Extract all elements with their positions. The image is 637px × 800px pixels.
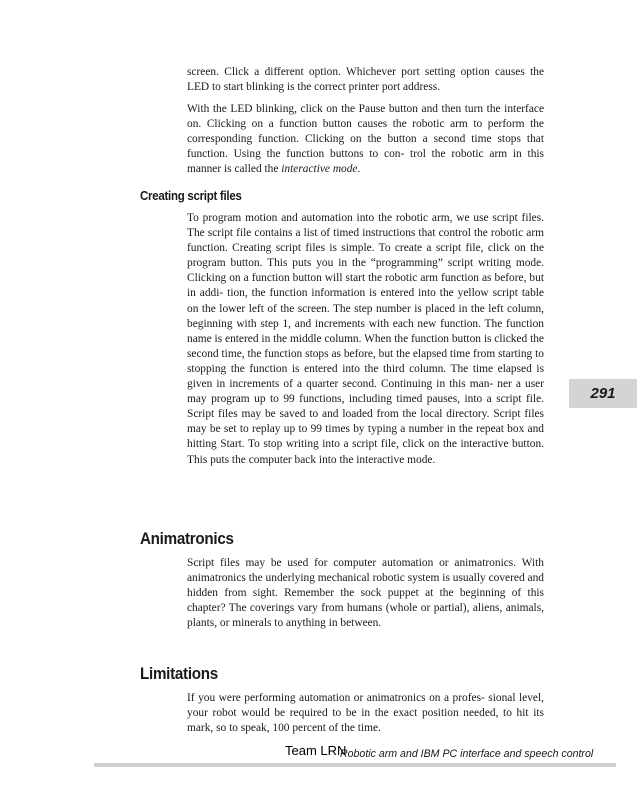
paragraph-interactive-mode-text: With the LED blinking, click on the Pause button and then turn the interface on. Clicking on a function button causes the robotic arm to perform the corresponding function. Clicking on the button a second time stops that function. Using the function buttons to con- trol the robotic arm in this manner is called the	[187, 103, 544, 176]
paragraph-script-files: To program motion and automation into the robotic arm, we use script files. The script file contains a list of timed instructions that control the robotic arm function. Creating script files is simple. To create a script file, click on the program button. This puts you in the “programming” script writing mode. Clicking on a function button will start the robotic arm function as before, but in addi- tion, the function information is entered into the yellow script table on the lower left of the screen. The step number is placed in the left column, beginning with step 1, and increments with each new function. The function name is entered in the middle column. When the function button is clicked the second time, the function stops as before, but the elapsed time from starting to stopping the function is entered into the third column. The time elapsed is given in increments of a quarter second. Continuing in this man- ner a user may program up to 99 functions, including timed pauses, into a script file. Script files may be saved to and loaded from the local directory. Script files may be set to replay up to 99 times by typing a number in the repeat box and hitting Start. To stop writing into a script file, click on the interactive button. This puts the computer back into the interactive mode.	[187, 212, 544, 466]
watermark-text: Team LRN	[285, 743, 347, 758]
paragraph-limitations: If you were performing automation or animatronics on a profes- sional level, your robot would be required to be in the exact position needed, to hit its mark, so to speak, 100 percent of the time.	[187, 692, 544, 735]
paragraph-interactive-mode	[187, 102, 544, 177]
paragraph-interactive-mode-period: .	[357, 163, 361, 176]
running-footer-title: Robotic arm and IBM PC interface and speech control	[340, 748, 594, 760]
paragraph-animatronics: Script files may be used for computer automation or animatronics. With animatronics the underlying mechanical robotic system is usually covered and hidden from sight. Remember the sock puppet at the beginning of this chapter? The coverings vary from humans (whole or partial), aliens, animals, plants, or minerals to anything in between.	[187, 557, 544, 630]
page-number: 291	[590, 385, 616, 402]
page-number-tab	[569, 379, 637, 408]
heading-creating-script-files: Creating script files	[140, 189, 242, 203]
heading-limitations: Limitations	[140, 665, 218, 683]
footer-rule	[94, 763, 616, 767]
heading-animatronics: Animatronics	[140, 530, 234, 548]
paragraph-port-setting: screen. Click a different option. Whichever port setting option causes the LED to start blinking is the correct printer port address.	[187, 66, 544, 94]
interactive-mode-term: interactive mode	[281, 163, 358, 176]
